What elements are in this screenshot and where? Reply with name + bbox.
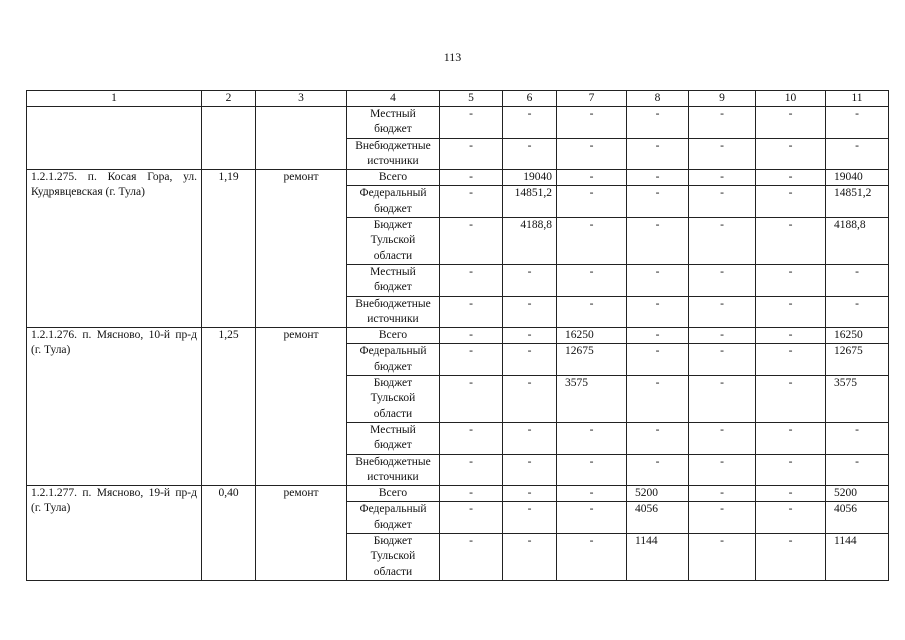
value-cell: - xyxy=(756,454,826,486)
value-cell: - xyxy=(826,107,889,139)
value-cell: - xyxy=(689,534,756,581)
value-cell: - xyxy=(689,186,756,218)
value-cell: 12675 xyxy=(826,344,889,376)
value-cell: - xyxy=(557,296,627,328)
source-label: Внебюджетные источники xyxy=(347,454,440,486)
value-cell: - xyxy=(627,328,689,344)
source-label: Бюджет Тульской области xyxy=(347,218,440,265)
value-cell: - xyxy=(557,422,627,454)
source-label: Всего xyxy=(347,170,440,186)
value-cell: - xyxy=(557,534,627,581)
value-cell: - xyxy=(627,218,689,265)
col-header-7: 7 xyxy=(557,91,627,107)
value-cell: - xyxy=(689,170,756,186)
value-cell: - xyxy=(756,107,826,139)
col-header-2: 2 xyxy=(202,91,256,107)
value-cell: - xyxy=(756,138,826,170)
source-label: Федеральный бюджет xyxy=(347,502,440,534)
value-cell: - xyxy=(756,502,826,534)
source-label: Бюджет Тульской области xyxy=(347,376,440,423)
value-cell: - xyxy=(826,454,889,486)
value-cell: - xyxy=(503,296,557,328)
value-cell: - xyxy=(826,296,889,328)
value-cell: - xyxy=(689,344,756,376)
value-cell: - xyxy=(689,296,756,328)
value-cell: - xyxy=(503,422,557,454)
value-cell: - xyxy=(627,344,689,376)
value-cell: 16250 xyxy=(557,328,627,344)
financing-table xyxy=(26,90,889,581)
value-cell: - xyxy=(689,486,756,502)
value-cell: 12675 xyxy=(557,344,627,376)
value-cell: - xyxy=(440,218,503,265)
value-cell: - xyxy=(627,107,689,139)
value-cell: 3575 xyxy=(557,376,627,423)
value-cell: - xyxy=(557,138,627,170)
value-cell: - xyxy=(627,422,689,454)
value-cell: - xyxy=(440,344,503,376)
value-cell: - xyxy=(627,296,689,328)
value-cell: - xyxy=(756,186,826,218)
value-cell: 5200 xyxy=(627,486,689,502)
value-cell: 14851,2 xyxy=(826,186,889,218)
value-cell: - xyxy=(756,534,826,581)
table-row xyxy=(27,328,889,344)
source-label: Федеральный бюджет xyxy=(347,186,440,218)
value-cell: 5200 xyxy=(826,486,889,502)
work-type: ремонт xyxy=(256,170,347,328)
value-cell: - xyxy=(627,454,689,486)
object-length: 1,25 xyxy=(202,328,256,486)
value-cell: - xyxy=(503,344,557,376)
source-label: Внебюджетные источники xyxy=(347,296,440,328)
value-cell: - xyxy=(689,454,756,486)
value-cell: 16250 xyxy=(826,328,889,344)
value-cell: - xyxy=(557,486,627,502)
source-label: Бюджет Тульской области xyxy=(347,534,440,581)
col-header-10: 10 xyxy=(756,91,826,107)
value-cell: - xyxy=(440,454,503,486)
value-cell: - xyxy=(756,296,826,328)
value-cell: - xyxy=(557,107,627,139)
value-cell: 4056 xyxy=(627,502,689,534)
value-cell: - xyxy=(440,296,503,328)
value-cell: - xyxy=(557,218,627,265)
value-cell: - xyxy=(440,107,503,139)
value-cell: - xyxy=(689,502,756,534)
value-cell: - xyxy=(440,422,503,454)
source-label: Местный бюджет xyxy=(347,422,440,454)
object-length: 1,19 xyxy=(202,170,256,328)
source-label: Федеральный бюджет xyxy=(347,344,440,376)
value-cell: - xyxy=(756,486,826,502)
value-cell: - xyxy=(503,454,557,486)
value-cell: 4188,8 xyxy=(826,218,889,265)
value-cell: - xyxy=(440,170,503,186)
object-name: 1.2.1.277. п. Мясново, 19-й пр-д (г. Тула) xyxy=(27,486,202,581)
value-cell: 3575 xyxy=(826,376,889,423)
value-cell: - xyxy=(689,264,756,296)
continued-work-cell xyxy=(256,107,347,170)
value-cell: - xyxy=(689,218,756,265)
value-cell: - xyxy=(503,486,557,502)
col-header-6: 6 xyxy=(503,91,557,107)
value-cell: - xyxy=(756,264,826,296)
work-type: ремонт xyxy=(256,328,347,486)
value-cell: - xyxy=(756,170,826,186)
value-cell: - xyxy=(440,138,503,170)
value-cell: 19040 xyxy=(503,170,557,186)
value-cell: 19040 xyxy=(826,170,889,186)
value-cell: - xyxy=(440,376,503,423)
value-cell: - xyxy=(503,534,557,581)
value-cell: - xyxy=(440,534,503,581)
value-cell: - xyxy=(689,138,756,170)
value-cell: - xyxy=(826,138,889,170)
source-label: Местный бюджет xyxy=(347,264,440,296)
table-row xyxy=(27,486,889,502)
source-label: Всего xyxy=(347,328,440,344)
header-row xyxy=(27,91,889,107)
value-cell: - xyxy=(756,422,826,454)
value-cell: - xyxy=(689,328,756,344)
value-cell: 1144 xyxy=(627,534,689,581)
source-label: Внебюджетные источники xyxy=(347,138,440,170)
table-body xyxy=(27,107,889,581)
value-cell: - xyxy=(756,376,826,423)
table-row xyxy=(27,170,889,186)
object-name: 1.2.1.276. п. Мясново, 10-й пр-д (г. Тула) xyxy=(27,328,202,486)
continued-name-cell xyxy=(27,107,202,170)
value-cell: - xyxy=(557,170,627,186)
value-cell: - xyxy=(826,422,889,454)
value-cell: 4056 xyxy=(826,502,889,534)
value-cell: - xyxy=(503,376,557,423)
value-cell: - xyxy=(557,454,627,486)
work-type: ремонт xyxy=(256,486,347,581)
col-header-4: 4 xyxy=(347,91,440,107)
value-cell: - xyxy=(503,328,557,344)
col-header-11: 11 xyxy=(826,91,889,107)
value-cell: - xyxy=(557,502,627,534)
value-cell: - xyxy=(756,344,826,376)
value-cell: - xyxy=(557,186,627,218)
col-header-1: 1 xyxy=(27,91,202,107)
value-cell: - xyxy=(627,376,689,423)
page-number: 113 xyxy=(443,50,462,64)
source-label: Всего xyxy=(347,486,440,502)
value-cell: 4188,8 xyxy=(503,218,557,265)
value-cell: - xyxy=(557,264,627,296)
value-cell: - xyxy=(503,264,557,296)
value-cell: - xyxy=(627,138,689,170)
value-cell: - xyxy=(756,328,826,344)
value-cell: - xyxy=(627,170,689,186)
col-header-5: 5 xyxy=(440,91,503,107)
value-cell: - xyxy=(689,107,756,139)
table-row xyxy=(27,107,889,139)
value-cell: - xyxy=(627,186,689,218)
value-cell: - xyxy=(440,264,503,296)
value-cell: 1144 xyxy=(826,534,889,581)
value-cell: - xyxy=(503,502,557,534)
col-header-8: 8 xyxy=(627,91,689,107)
value-cell: 14851,2 xyxy=(503,186,557,218)
col-header-3: 3 xyxy=(256,91,347,107)
value-cell: - xyxy=(689,376,756,423)
object-name: 1.2.1.275. п. Косая Гора, ул. Кудрявцевская (г. Тула) xyxy=(27,170,202,328)
value-cell: - xyxy=(756,218,826,265)
value-cell: - xyxy=(627,264,689,296)
value-cell: - xyxy=(826,264,889,296)
value-cell: - xyxy=(689,422,756,454)
value-cell: - xyxy=(503,138,557,170)
value-cell: - xyxy=(503,107,557,139)
value-cell: - xyxy=(440,328,503,344)
source-label: Местный бюджет xyxy=(347,107,440,139)
col-header-9: 9 xyxy=(689,91,756,107)
value-cell: - xyxy=(440,486,503,502)
object-length: 0,40 xyxy=(202,486,256,581)
continued-length-cell xyxy=(202,107,256,170)
table-header xyxy=(27,91,889,107)
value-cell: - xyxy=(440,502,503,534)
value-cell: - xyxy=(440,186,503,218)
